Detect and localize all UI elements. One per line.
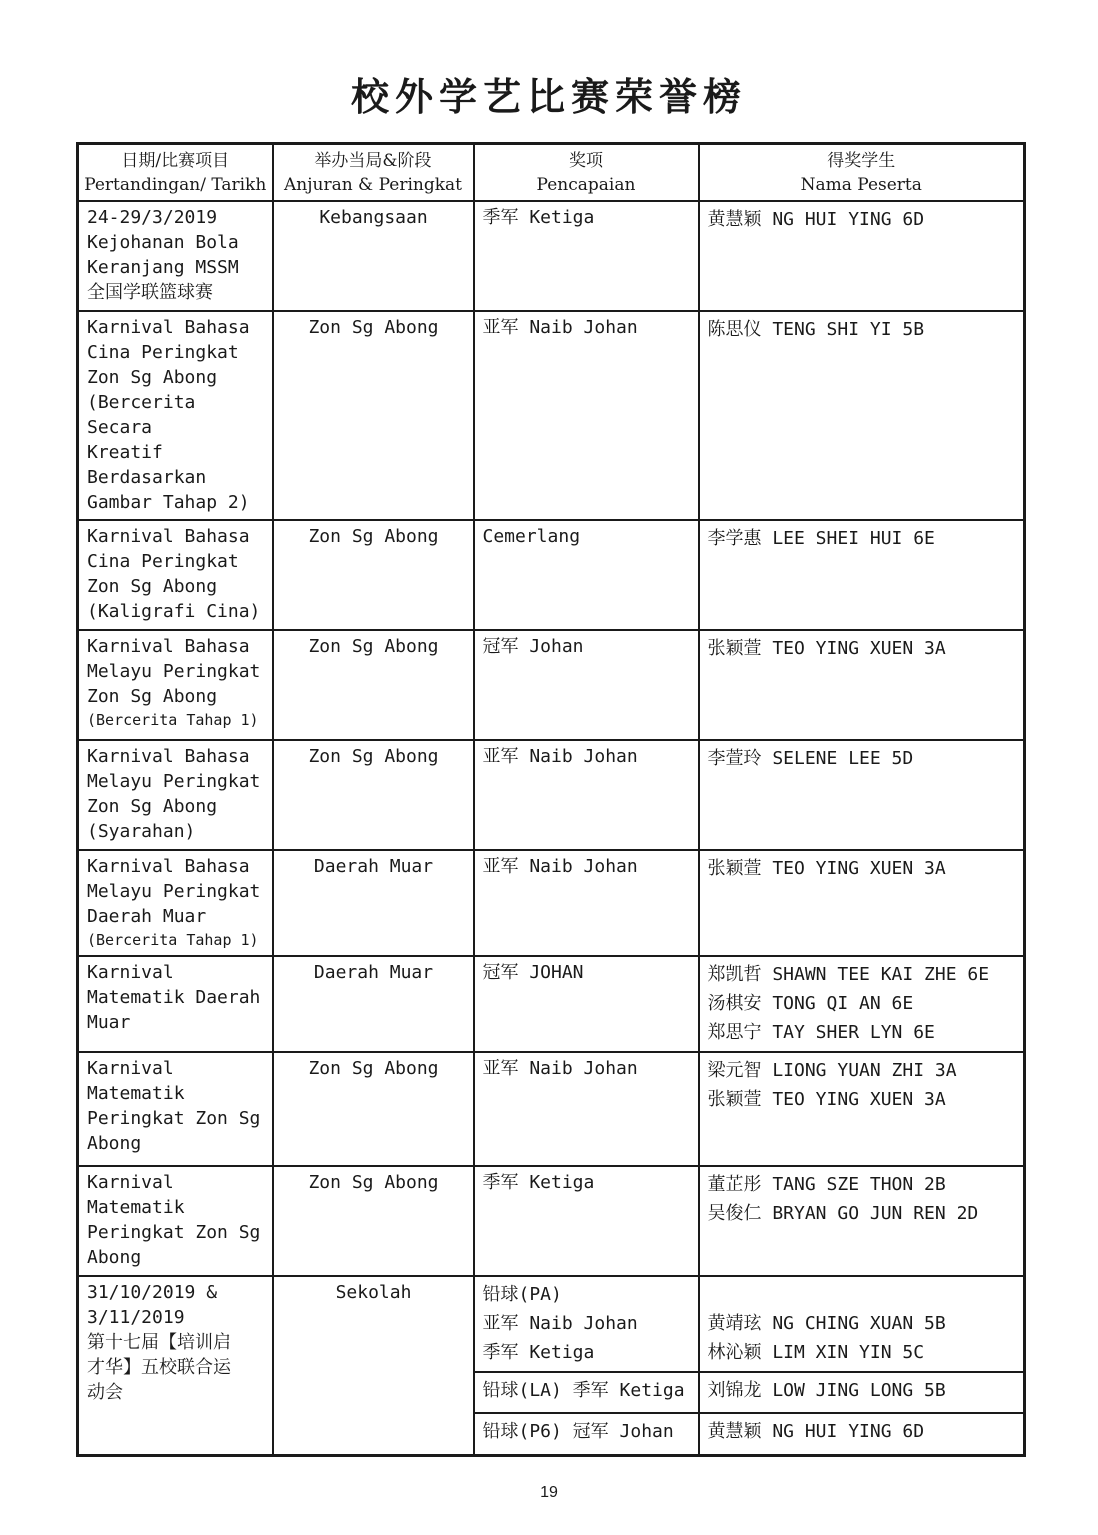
event-line: Karnival Bahasa (87, 636, 250, 657)
event-line: Gambar Tahap 2) (87, 492, 250, 513)
event-line: Matematik (87, 1197, 185, 1218)
cell-event (78, 1276, 273, 1455)
table-row (78, 740, 1025, 850)
student-name: 陈思仪 TENG SHI YI 5B (707, 319, 925, 340)
cell-event (78, 1052, 273, 1166)
event-line: 才华】五校联合运 (87, 1357, 231, 1378)
table-row (78, 956, 1025, 1052)
event-line: Keranjang MSSM (87, 257, 239, 278)
student-name: 汤棋安 TONG QI AN 6E (707, 993, 914, 1014)
award-line: 铅球(P6) 冠军 Johan (482, 1421, 674, 1442)
student-name: 张颖萱 TEO YING XUEN 3A (707, 1089, 946, 1110)
header-award (474, 144, 699, 202)
event-line: Kreatif (87, 442, 163, 463)
cell-students (699, 630, 1025, 740)
student-name: 黄慧颖 NG HUI YING 6D (707, 209, 925, 230)
table-row (78, 1166, 1025, 1276)
cell-students (699, 201, 1025, 311)
cell-organizer: Daerah Muar (273, 956, 474, 1052)
cell-award: 冠军 Johan (474, 630, 699, 740)
cell-students (699, 1372, 1025, 1413)
award-line: 季军 Ketiga (482, 1342, 595, 1363)
event-line: (Bercerita Secara (87, 392, 196, 438)
honor-roll-table (76, 142, 1026, 1457)
event-line: Abong (87, 1247, 142, 1268)
event-line: Melayu Peringkat (87, 771, 261, 792)
event-line: 24-29/3/2019 (87, 207, 218, 228)
event-line: Karnival Bahasa (87, 856, 250, 877)
event-line: 31/10/2019 & (87, 1282, 218, 1303)
header-event (78, 144, 273, 202)
cell-organizer: Daerah Muar (273, 850, 474, 956)
cell-students (699, 1166, 1025, 1276)
event-line: Kejohanan Bola (87, 232, 239, 253)
student-name: 张颖萱 TEO YING XUEN 3A (707, 858, 946, 879)
table-body (78, 201, 1025, 1455)
student-name: 刘锦龙 LOW JING LONG 5B (707, 1380, 946, 1401)
event-line: Abong (87, 1133, 142, 1154)
cell-award: 冠军 JOHAN (474, 956, 699, 1052)
event-line: Zon Sg Abong (87, 686, 218, 707)
header-event-ms: Pertandingan/ Tarikh (84, 175, 267, 195)
event-line: 动会 (87, 1382, 123, 1403)
event-line: Cina Peringkat (87, 342, 239, 363)
cell-award: 亚军 Naib Johan (474, 850, 699, 956)
event-line: Daerah Muar (87, 906, 207, 927)
event-line: Zon Sg Abong (87, 576, 218, 597)
header-students-ms: Nama Peserta (800, 175, 922, 195)
cell-students (699, 311, 1025, 520)
cell-event (78, 201, 273, 311)
header-organizer (273, 144, 474, 202)
page-number: 19 (540, 1484, 558, 1501)
event-line: Karnival Bahasa (87, 526, 250, 547)
cell-organizer: Sekolah (273, 1276, 474, 1455)
event-line: 全国学联篮球赛 (87, 282, 213, 303)
event-line: Matematik (87, 1083, 185, 1104)
event-line: Peringkat Zon Sg (87, 1222, 261, 1243)
header-event-zh: 日期/比赛项目 (121, 151, 230, 171)
student-name (708, 1280, 1017, 1309)
cell-organizer: Zon Sg Abong (273, 1052, 474, 1166)
table-row (78, 630, 1025, 740)
cell-organizer: Zon Sg Abong (273, 740, 474, 850)
table-row (78, 1052, 1025, 1166)
cell-event (78, 956, 273, 1052)
table-row (78, 520, 1025, 630)
student-name: 黄慧颖 NG HUI YING 6D (707, 1421, 925, 1442)
event-line: Karnival (87, 1058, 174, 1079)
header-students-zh: 得奖学生 (827, 151, 896, 171)
cell-organizer: Zon Sg Abong (273, 630, 474, 740)
header-award-ms: Pencapaian (536, 175, 636, 195)
student-name: 梁元智 LIONG YUAN ZHI 3A (707, 1060, 957, 1081)
cell-students (699, 850, 1025, 956)
event-line: 第十七届【培训启 (87, 1332, 231, 1353)
cell-event (78, 740, 273, 850)
event-line: Cina Peringkat (87, 551, 239, 572)
student-name: 林沁颖 LIM XIN YIN 5C (707, 1342, 925, 1363)
event-line: Melayu Peringkat (87, 661, 261, 682)
cell-students (699, 1052, 1025, 1166)
cell-organizer: Zon Sg Abong (273, 520, 474, 630)
award-line: 亚军 Naib Johan (482, 1313, 638, 1334)
cell-event (78, 520, 273, 630)
table-header-row (78, 144, 1025, 202)
student-name: 郑思宁 TAY SHER LYN 6E (707, 1022, 935, 1043)
cell-award (474, 1372, 699, 1413)
cell-students (699, 1413, 1025, 1455)
event-line: Melayu Peringkat (87, 881, 261, 902)
event-line: Peringkat Zon Sg (87, 1108, 261, 1129)
cell-award: 季军 Ketiga (474, 201, 699, 311)
event-line: Zon Sg Abong (87, 367, 218, 388)
table-row (78, 1276, 1025, 1372)
cell-award (474, 1276, 699, 1372)
event-line: Berdasarkan (87, 467, 207, 488)
cell-students (699, 1276, 1025, 1372)
cell-organizer: Zon Sg Abong (273, 1166, 474, 1276)
student-name: 李学惠 LEE SHEI HUI 6E (707, 528, 935, 549)
event-line: Matematik Daerah (87, 987, 261, 1008)
event-line: Karnival Bahasa (87, 317, 250, 338)
header-organizer-ms: Anjuran & Peringkat (284, 175, 462, 195)
student-name: 郑凯哲 SHAWN TEE KAI ZHE 6E (707, 964, 990, 985)
cell-award: 季军 Ketiga (474, 1166, 699, 1276)
cell-award (474, 1413, 699, 1455)
header-students (699, 144, 1025, 202)
table-row (78, 201, 1025, 311)
event-line: Muar (87, 1012, 131, 1033)
cell-event (78, 311, 273, 520)
header-award-zh: 奖项 (569, 151, 603, 171)
award-line: 铅球(LA) 季军 Ketiga (482, 1380, 685, 1401)
event-line: (Syarahan) (87, 821, 196, 842)
cell-award: 亚军 Naib Johan (474, 740, 699, 850)
table-row (78, 311, 1025, 520)
student-name: 吴俊仁 BRYAN GO JUN REN 2D (707, 1203, 979, 1224)
cell-event (78, 630, 273, 740)
cell-students (699, 740, 1025, 850)
award-line: 铅球(PA) (482, 1284, 562, 1305)
student-name: 董芷彤 TANG SZE THON 2B (707, 1174, 946, 1195)
cell-students (699, 956, 1025, 1052)
table-row (78, 850, 1025, 956)
cell-award: 亚军 Naib Johan (474, 1052, 699, 1166)
event-line: Karnival (87, 962, 174, 983)
student-name: 张颖萱 TEO YING XUEN 3A (707, 638, 946, 659)
cell-event (78, 850, 273, 956)
event-line: Karnival (87, 1172, 174, 1193)
student-name: 李萱玲 SELENE LEE 5D (707, 748, 914, 769)
event-note: (Bercerita Tahap 1) (87, 931, 259, 949)
event-line: Karnival Bahasa (87, 746, 250, 767)
student-name: 黄靖玹 NG CHING XUAN 5B (707, 1313, 946, 1334)
cell-event (78, 1166, 273, 1276)
event-note: (Bercerita Tahap 1) (87, 711, 259, 729)
cell-students (699, 520, 1025, 630)
cell-organizer: Zon Sg Abong (273, 311, 474, 520)
header-organizer-zh: 举办当局&阶段 (314, 151, 432, 171)
event-line: Zon Sg Abong (87, 796, 218, 817)
cell-award: Cemerlang (474, 520, 699, 630)
cell-award: 亚军 Naib Johan (474, 311, 699, 520)
cell-organizer: Kebangsaan (273, 201, 474, 311)
event-line: 3/11/2019 (87, 1307, 185, 1328)
event-line: (Kaligrafi Cina) (87, 601, 261, 622)
page-title: 校外学艺比赛荣誉榜 (350, 75, 747, 119)
